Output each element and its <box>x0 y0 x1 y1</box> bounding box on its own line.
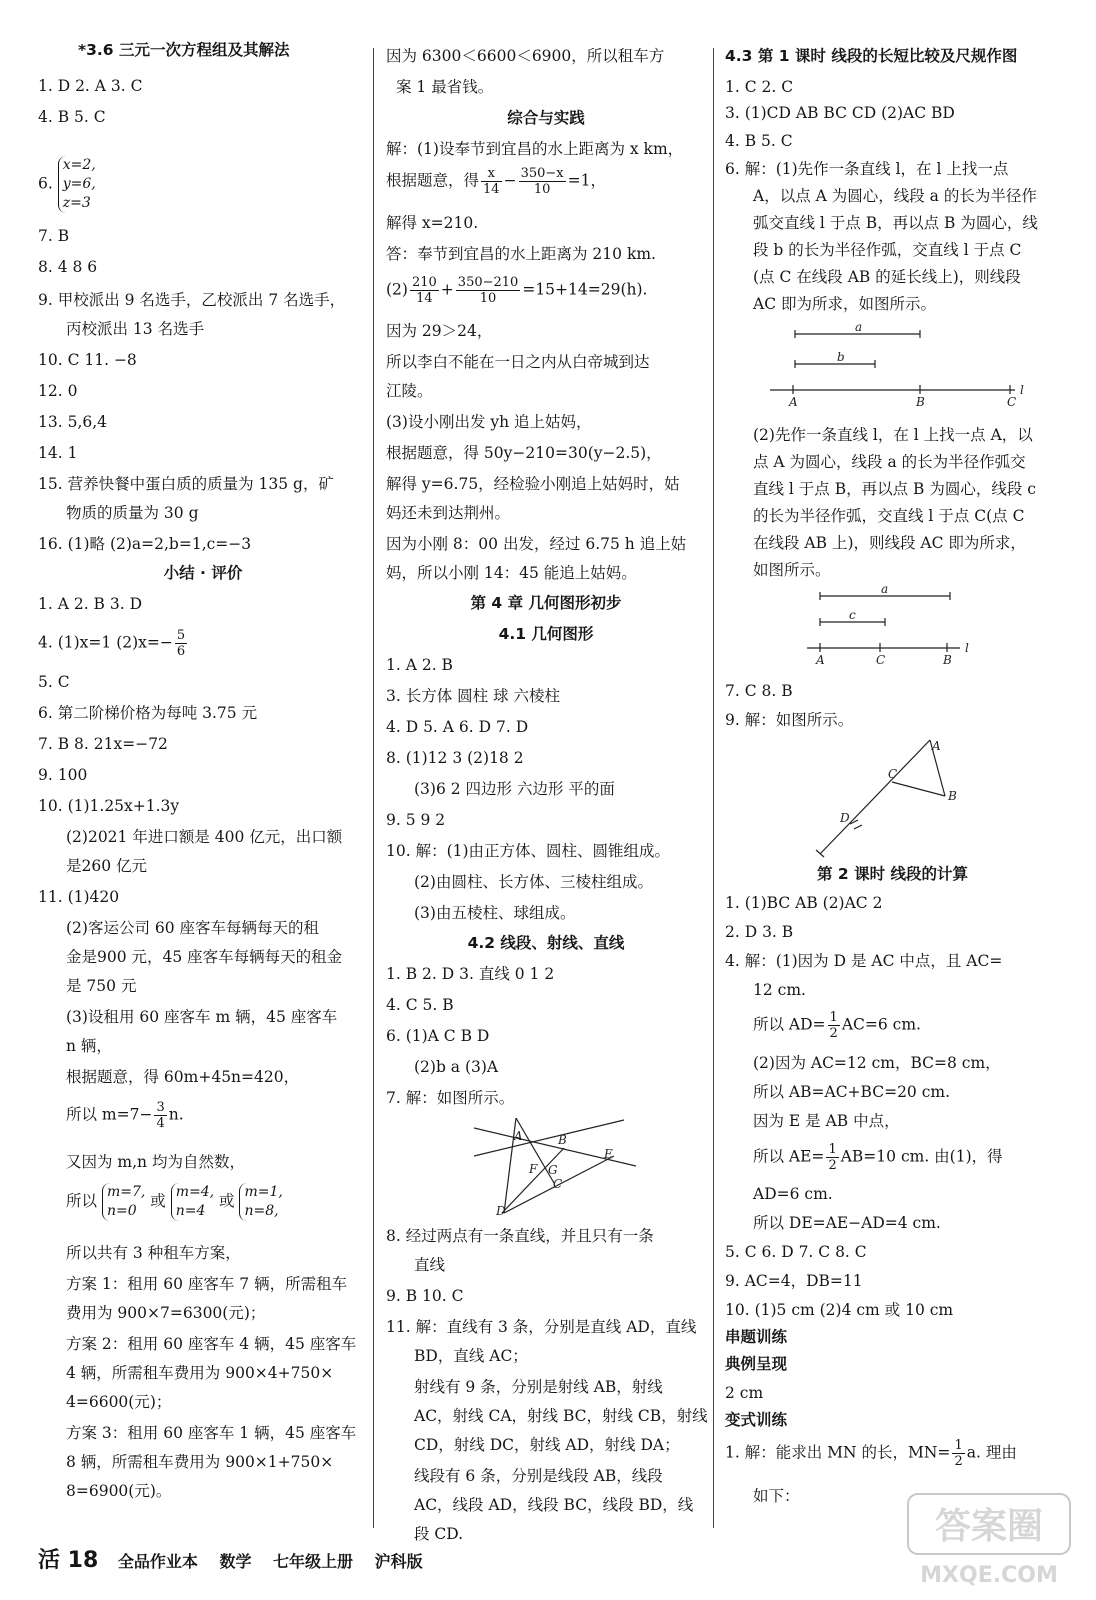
col3-line: 9. AC=4，DB=11 <box>725 1272 863 1290</box>
m-tail: n. <box>168 1105 184 1124</box>
col2-line: 射线有 9 条，分别是射线 AB，射线 <box>414 1378 663 1396</box>
sys-line: y=6, <box>62 176 96 192</box>
book-title: 全品作业本 <box>117 1552 198 1571</box>
col1-line: 金是900 元，45 座客车每辆每天的租金 <box>66 948 343 966</box>
col3-line: 所以 DE=AE−AD=4 cm. <box>753 1214 941 1232</box>
col3-line: 3. (1)CD AB BC CD (2)AC BD <box>725 104 955 122</box>
sys-line: n=8, <box>244 1203 279 1219</box>
eq-label: 根据题意，得 <box>386 171 480 190</box>
col2-line: 段 CD. <box>414 1525 464 1543</box>
col1-line: (3)设租用 60 座客车 m 辆，45 座客车 <box>66 1008 338 1026</box>
col1-line: 方案 2：租用 60 座客车 4 辆，45 座客车 <box>66 1335 357 1353</box>
col1-line: 费用为 900×7=6300(元)； <box>66 1304 266 1322</box>
col1-line: (2)2021 年进口额是 400 亿元，出口额 <box>66 828 343 846</box>
col3-line: 1. C 2. C <box>725 78 794 96</box>
col3-line: 7. C 8. B <box>725 682 793 700</box>
col2-line: 所以李白不能在一日之内从白帝城到达 <box>386 353 650 371</box>
col1-line: 10. (1)1.25x+1.3y <box>38 797 180 815</box>
q6-equation-system <box>58 156 96 213</box>
denominator: 10 <box>533 182 551 197</box>
fraction <box>826 1142 838 1173</box>
label-E: E <box>604 1147 613 1161</box>
col1-line: 方案 3：租用 60 座客车 1 辆，45 座客车 <box>66 1424 357 1442</box>
col2-line: 线段有 6 条，分别是线段 AB，线段 <box>414 1467 663 1485</box>
col2-line: 10. 解：(1)由正方体、圆柱、圆锥组成。 <box>386 842 671 860</box>
col2-line: AC，线段 AD，线段 BC，线段 BD，线 <box>414 1496 694 1514</box>
col3-line: 10. (1)5 cm (2)4 cm 或 10 cm <box>725 1301 954 1319</box>
col1-line: 16. (1)略 (2)a=2,b=1,c=−3 <box>38 535 252 553</box>
sys-line: m=1, <box>244 1184 283 1200</box>
col1-line: 4. B 5. C <box>38 108 106 126</box>
col3-line: 2. D 3. B <box>725 923 794 941</box>
mn-tail: a. 理由 <box>966 1443 1017 1462</box>
label-D: D <box>496 1204 506 1218</box>
col1-line: 8=6900(元)。 <box>66 1482 172 1500</box>
numerator: x <box>481 166 502 182</box>
label-C: C <box>888 767 898 781</box>
col3-line: 直线 l 于点 B，再以点 B 为圆心，线段 c <box>753 480 1036 498</box>
label-A: A <box>789 395 798 409</box>
col1-line: 6. 第二阶梯价格为每吨 3.75 元 <box>38 704 258 722</box>
col3-line: 如图所示。 <box>753 561 831 579</box>
col3-line: A，以点 A 为圆心，线段 a 的长为半径作 <box>753 187 1037 205</box>
col1-line: 是 750 元 <box>66 977 137 995</box>
col1-line: 又因为 m,n 均为自然数， <box>66 1153 245 1171</box>
col2-line: (2)b a (3)A <box>414 1058 499 1076</box>
col3-line: 5. C 6. D 7. C 8. C <box>725 1243 867 1261</box>
col2-line: 根据题意，得 50y−210=30(y−2.5)， <box>386 444 662 462</box>
sys-line: n=4 <box>175 1203 206 1219</box>
col1-line: 根据题意，得 60m+45n=420， <box>66 1068 300 1086</box>
denominator: 14 <box>483 182 500 197</box>
col2-line: 6. (1)A C B D <box>386 1027 490 1045</box>
grade: 七年级上册 <box>273 1552 354 1571</box>
col2-line: (3)6 2 四边形 六边形 平的面 <box>414 780 615 798</box>
or-text: 或 <box>150 1192 166 1210</box>
column-1 <box>38 0 368 1540</box>
so-label: 所以 <box>66 1192 98 1210</box>
ae-expression <box>725 1142 1003 1173</box>
watermark-text-1: 答案圈 <box>934 1506 1044 1547</box>
col2-line: 8. 经过两点有一条直线，并且只有一条 <box>386 1227 654 1245</box>
col1-line: 所以共有 3 种租车方案， <box>66 1244 241 1262</box>
m-label: 所以 m=7− <box>66 1105 153 1124</box>
label-a: a <box>881 584 889 596</box>
edition: 沪科版 <box>374 1552 423 1571</box>
col3-line: AC 即为所求，如图所示。 <box>753 295 936 313</box>
col2-line: BD，直线 AC； <box>414 1347 528 1365</box>
label-C: C <box>553 1177 563 1191</box>
fraction <box>519 166 566 197</box>
col1-line: 8. 4 8 6 <box>38 258 98 276</box>
label-c: c <box>849 608 856 622</box>
col1-line: 7. B 8. 21x=−72 <box>38 735 168 753</box>
col2-line: (3)设小刚出发 yh 追上姑妈， <box>386 413 592 431</box>
solution-system-1 <box>102 1183 145 1221</box>
denominator: 10 <box>479 291 497 306</box>
q6-system <box>38 156 96 213</box>
col1-line: 丙校派出 13 名选手 <box>66 320 205 338</box>
col1-line: *3.6 三元一次方程组及其解法 <box>78 41 290 59</box>
label-B: B <box>948 789 957 803</box>
denominator: 14 <box>416 291 433 306</box>
figure-construct-ac-sum <box>765 322 1030 412</box>
col3-line: (2)先作一条直线 l，在 l 上找一点 A，以 <box>753 426 1033 444</box>
eq-tail: =15+14=29(h). <box>522 280 648 299</box>
col1-line: 10. C 11. −8 <box>38 351 137 369</box>
q6-label: 6. <box>38 174 53 193</box>
sys-line: n=0 <box>106 1203 137 1219</box>
col2-line: 4.2 线段、射线、直线 <box>467 934 625 952</box>
numerator: 1 <box>828 1142 837 1157</box>
col2-line: 解得 y=6.75，经检验小刚追上姑妈时，姑 <box>386 475 680 493</box>
column-2 <box>386 0 708 1543</box>
col1-line: 4=6600(元)； <box>66 1393 172 1411</box>
numerator: 350−x <box>520 166 564 181</box>
solution-system-3 <box>239 1183 282 1221</box>
label-b: b <box>837 350 845 364</box>
m-expression <box>38 1100 184 1131</box>
label-F: F <box>529 1162 538 1176</box>
col1-line: 是260 亿元 <box>66 857 148 875</box>
col3-line: 4.3 第 1 课时 线段的长短比较及尺规作图 <box>725 47 1018 65</box>
summary-q4-text: 4. (1)x=1 (2)x=− <box>38 633 173 652</box>
eq-label: (2) <box>386 280 408 299</box>
fraction <box>410 275 439 306</box>
ae-label: 所以 AE= <box>753 1147 825 1166</box>
denominator: 2 <box>829 1026 838 1041</box>
col2-line: AC，射线 CA，射线 BC，射线 CB，射线 <box>414 1407 708 1425</box>
watermark-logo <box>904 1490 1074 1590</box>
col3-line: 1. (1)BC AB (2)AC 2 <box>725 894 883 912</box>
practice-equation-1 <box>386 166 606 197</box>
col3-line: 弧交直线 l 于点 B，再以点 B 为圆心，线 <box>753 214 1038 232</box>
fraction <box>828 1010 840 1041</box>
col2-line: 11. 解：直线有 3 条，分别是直线 AD，直线 <box>386 1318 697 1336</box>
col2-line: 综合与实践 <box>507 109 585 127</box>
col3-line: 因为 E 是 AB 中点， <box>753 1112 900 1130</box>
col1-line: 9. 甲校派出 9 名选手，乙校派出 7 名选手， <box>38 291 346 309</box>
sys-line: z=3 <box>62 195 91 211</box>
col2-line: 案 1 最省钱。 <box>396 78 494 96</box>
col3-line: 9. 解：如图所示。 <box>725 711 854 729</box>
col2-line: 1. A 2. B <box>386 656 453 674</box>
sys-line: m=4, <box>175 1184 215 1200</box>
m-n-solutions <box>38 1183 283 1221</box>
col1-line: 13. 5,6,4 <box>38 413 108 431</box>
col3-line: 6. 解：(1)先作一条直线 l，在 l 上找一点 <box>725 160 1009 178</box>
col1-line: 7. B <box>38 227 70 245</box>
col1-line: 15. 营养快餐中蛋白质的质量为 135 g，矿 <box>38 475 334 493</box>
numerator: 1 <box>954 1438 963 1453</box>
col1-line: 4 辆，所需租车费用为 900×4+750× <box>66 1364 334 1382</box>
col1-line: 14. 1 <box>38 444 78 462</box>
col2-line: 妈还未到达荆州。 <box>386 504 511 522</box>
column-divider <box>373 48 374 1528</box>
fraction <box>456 275 521 306</box>
ad-label: 所以 AD= <box>753 1015 826 1034</box>
col1-line: 1. D 2. A 3. C <box>38 77 143 95</box>
denominator: 2 <box>954 1454 963 1469</box>
col3-line: 第 2 课时 线段的计算 <box>817 865 968 883</box>
col1-line: 12. 0 <box>38 382 78 400</box>
col1-line: 1. A 2. B 3. D <box>38 595 143 613</box>
figure-lines-rays <box>474 1118 644 1218</box>
eq-tail: =1， <box>567 171 606 190</box>
col2-line: 1. B 2. D 3. 直线 0 1 2 <box>386 965 555 983</box>
col3-line: 2 cm <box>725 1384 764 1402</box>
col2-line: (3)由五棱柱、球组成。 <box>414 904 576 922</box>
col2-line: 4. D 5. A 6. D 7. D <box>386 718 529 736</box>
solution-system-2 <box>171 1183 214 1221</box>
col3-line: 所以 AB=AC+BC=20 cm. <box>753 1083 951 1101</box>
numerator: 350−210 <box>457 275 519 290</box>
col2-line: 4.1 几何图形 <box>498 625 594 643</box>
numerator: 210 <box>411 275 437 290</box>
label-A: A <box>514 1129 523 1143</box>
summary-q4 <box>38 628 189 659</box>
fraction <box>175 628 187 659</box>
ad-expression <box>725 1010 921 1041</box>
sys-line: m=7, <box>106 1184 146 1200</box>
denominator: 6 <box>176 644 186 659</box>
label-l: l <box>1020 383 1024 397</box>
col2-line: 解：(1)设奉节到宜昌的水上距离为 x km， <box>386 140 684 158</box>
col3-line: 如下： <box>753 1487 800 1505</box>
col2-line: 9. B 10. C <box>386 1287 464 1305</box>
fraction <box>952 1438 964 1469</box>
or-text: 或 <box>219 1192 235 1210</box>
numerator: 3 <box>156 1100 165 1115</box>
col2-line: 8. (1)12 3 (2)18 2 <box>386 749 524 767</box>
col3-line: AD=6 cm. <box>753 1185 833 1203</box>
col2-line: 4. C 5. B <box>386 996 454 1014</box>
col2-line: 江陵。 <box>386 382 433 400</box>
label-C: C <box>876 653 886 667</box>
col3-line: 段 b 的长为半径作弧，交直线 l 于点 C <box>753 241 1022 259</box>
col2-line: 9. 5 9 2 <box>386 811 446 829</box>
label-A: A <box>816 653 825 667</box>
label-a: a <box>855 322 863 334</box>
col3-line: 变式训练 <box>725 1411 788 1429</box>
col2-line: 直线 <box>414 1256 446 1274</box>
mn-expression <box>725 1438 1017 1469</box>
col3-line: 4. 解：(1)因为 D 是 AC 中点，且 AC= <box>725 952 1003 970</box>
fraction <box>481 166 502 197</box>
subject: 数学 <box>219 1552 252 1571</box>
col3-line: (2)因为 AC=12 cm，BC=8 cm， <box>753 1054 1001 1072</box>
col1-line: 方案 1：租用 60 座客车 7 辆，所需租车 <box>66 1275 348 1293</box>
col3-line: 12 cm. <box>753 981 806 999</box>
col1-line: (2)客运公司 60 座客车每辆每天的租 <box>66 919 320 937</box>
label-G: G <box>548 1163 558 1177</box>
numerator: 5 <box>176 628 186 643</box>
ad-tail: AC=6 cm. <box>841 1015 921 1034</box>
denominator: 2 <box>828 1158 837 1173</box>
col3-line: 的长为半径作弧，交直线 l 于点 C(点 C <box>753 507 1025 525</box>
denominator: 4 <box>156 1116 165 1131</box>
label-B: B <box>916 395 925 409</box>
operator: + <box>440 280 454 299</box>
operator: − <box>503 171 517 190</box>
col1-line: 11. (1)420 <box>38 888 120 906</box>
col2-line: 解得 x=210. <box>386 214 479 232</box>
col2-line: 3. 长方体 圆柱 球 六棱柱 <box>386 687 560 705</box>
col2-line: 因为 6300＜6600＜6900，所以租车方 <box>386 47 665 65</box>
col2-line: 妈，所以小刚 14：45 能追上姑妈。 <box>386 564 637 582</box>
ae-tail: AB=10 cm. 由(1)，得 <box>840 1147 1003 1166</box>
label-B: B <box>943 653 952 667</box>
figure-q9 <box>810 736 970 860</box>
column-3 <box>725 0 1060 1540</box>
col3-line: 在线段 AB 上)，则线段 AC 即为所求， <box>753 534 1026 552</box>
col2-line: 7. 解：如图所示。 <box>386 1089 515 1107</box>
col2-line: 答：奉节到宜昌的水上距离为 210 km. <box>386 245 656 263</box>
col3-line: (点 C 在线段 AB 的延长线上)，则线段 <box>753 268 1021 286</box>
mn-label: 1. 解：能求出 MN 的长，MN= <box>725 1443 951 1462</box>
col2-line: 因为小刚 8：00 出发，经过 6.75 h 追上姑 <box>386 535 687 553</box>
label-B: B <box>558 1133 567 1147</box>
label-l: l <box>965 641 969 655</box>
col1-line: 5. C <box>38 673 70 691</box>
col2-line: CD，射线 DC，射线 AD，射线 DA； <box>414 1436 680 1454</box>
column-divider <box>713 48 714 1528</box>
page-footer <box>38 1543 439 1574</box>
col2-line: 因为 29＞24， <box>386 322 493 340</box>
col2-line: (2)由圆柱、长方体、三棱柱组成。 <box>414 873 653 891</box>
col1-line: 物质的质量为 30 g <box>66 504 199 522</box>
label-C: C <box>1007 395 1017 409</box>
col3-line: 串题训练 <box>725 1328 788 1346</box>
col3-line: 4. B 5. C <box>725 132 793 150</box>
watermark-text-2: MXQE.COM <box>920 1563 1058 1588</box>
col2-line: 第 4 章 几何图形初步 <box>470 594 622 612</box>
fraction <box>154 1100 166 1131</box>
col1-line: 8 辆，所需租车费用为 900×1+750× <box>66 1453 334 1471</box>
col3-line: 点 A 为圆心，线段 a 的长为半径作弧交 <box>753 453 1026 471</box>
col1-line: 9. 100 <box>38 766 88 784</box>
figure-construct-ac-diff <box>805 584 975 670</box>
label-D: D <box>840 811 850 825</box>
numerator: 1 <box>829 1010 838 1025</box>
sys-line: x=2, <box>62 157 96 173</box>
page-number: 活 18 <box>38 1548 99 1573</box>
col1-line: 小结 · 评价 <box>163 564 243 582</box>
col1-line: n 辆， <box>66 1037 112 1055</box>
col3-line: 典例呈现 <box>725 1355 788 1373</box>
label-A: A <box>932 739 941 753</box>
practice-equation-2 <box>386 275 647 306</box>
